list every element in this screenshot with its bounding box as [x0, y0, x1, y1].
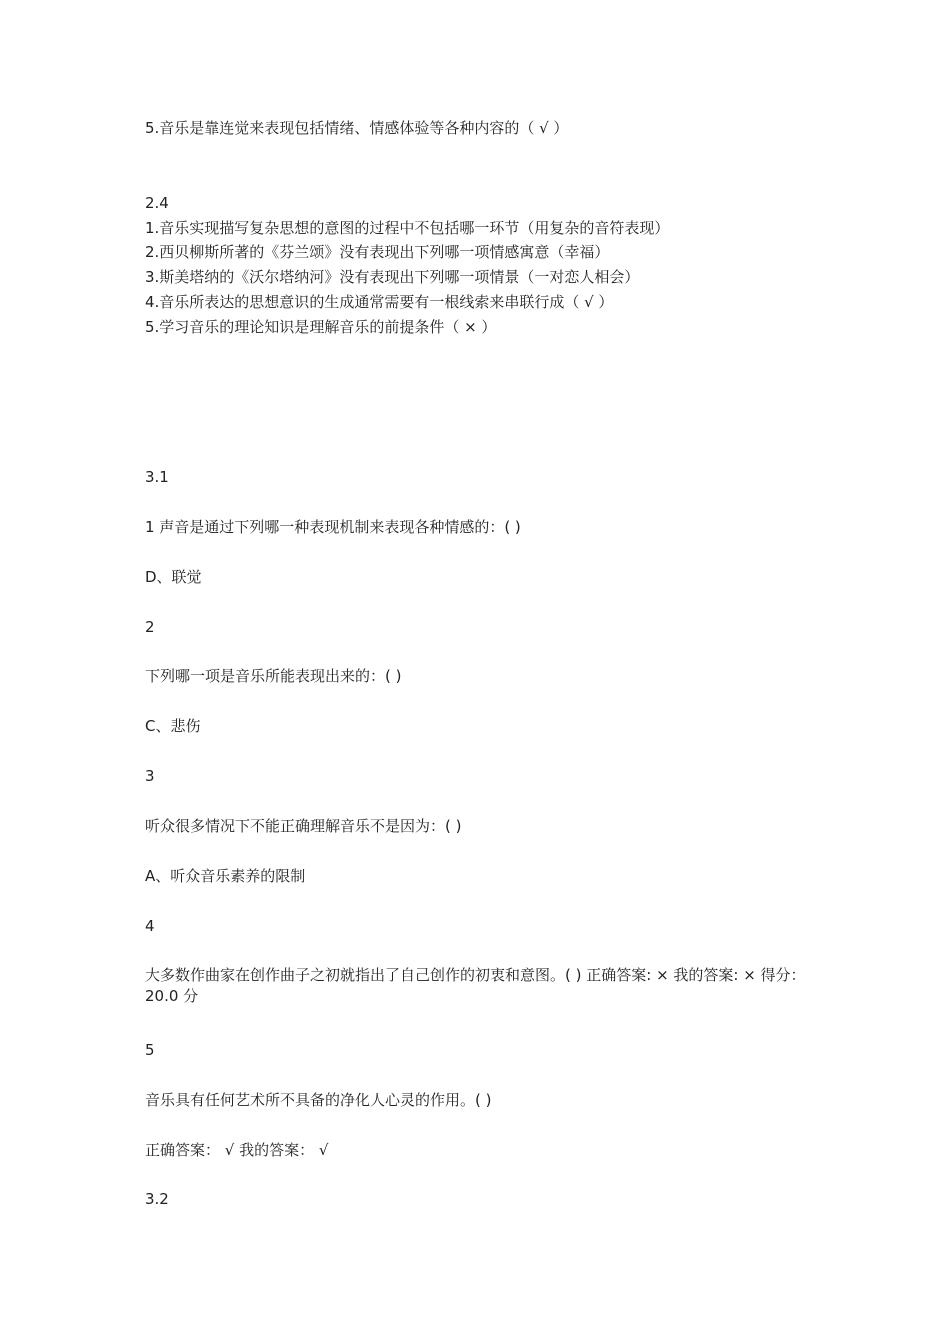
sec2-4-question-1: 1.音乐实现描写复杂思想的意图的过程中不包括哪一环节（用复杂的音符表现）: [145, 219, 670, 237]
sec3-1-question-3: 听众很多情况下不能正确理解音乐不是因为：( ): [145, 817, 462, 835]
sec2-4-question-3: 3.斯美塔纳的《沃尔塔纳河》没有表现出下列哪一项情景（一对恋人相会）: [145, 268, 640, 286]
sec3-1-question-number-4: 4: [145, 917, 155, 935]
sec3-1-answer-5: 正确答案： √ 我的答案： √: [145, 1141, 329, 1159]
sec3-1-question-2: 下列哪一项是音乐所能表现出来的：( ): [145, 667, 402, 685]
section-heading-3-1: 3.1: [145, 468, 169, 486]
sec3-1-question-number-3: 3: [145, 767, 155, 785]
sec3-1-answer-2: C、悲伤: [145, 717, 201, 735]
sec3-1-question-number-5: 5: [145, 1041, 155, 1059]
section-heading-2-4: 2.4: [145, 194, 169, 212]
sec3-1-question-5: 音乐具有任何艺术所不具备的净化人心灵的作用。( ): [145, 1091, 492, 1109]
sec2-3-question-5: 5.音乐是靠连觉来表现包括情绪、情感体验等各种内容的（ √ ）: [145, 119, 569, 137]
sec2-4-question-2: 2.西贝柳斯所著的《芬兰颂》没有表现出下列哪一项情感寓意（幸福）: [145, 243, 610, 261]
sec2-4-question-4: 4.音乐所表达的思想意识的生成通常需要有一根线索来串联行成（ √ ）: [145, 293, 614, 311]
sec3-1-question-number-2: 2: [145, 618, 155, 636]
sec3-1-question-1: 1 声音是通过下列哪一种表现机制来表现各种情感的：( ): [145, 518, 521, 536]
sec2-4-question-5: 5.学习音乐的理论知识是理解音乐的前提条件（ × ）: [145, 318, 497, 336]
sec3-1-answer-3: A、听众音乐素养的限制: [145, 867, 306, 885]
sec3-1-answer-1: D、联觉: [145, 568, 202, 586]
section-heading-3-2: 3.2: [145, 1190, 169, 1208]
sec3-1-question-4: 大多数作曲家在创作曲子之初就指出了自己创作的初衷和意图。( ) 正确答案: × 我的答案: × 得分： 20.0 分: [145, 966, 806, 1005]
